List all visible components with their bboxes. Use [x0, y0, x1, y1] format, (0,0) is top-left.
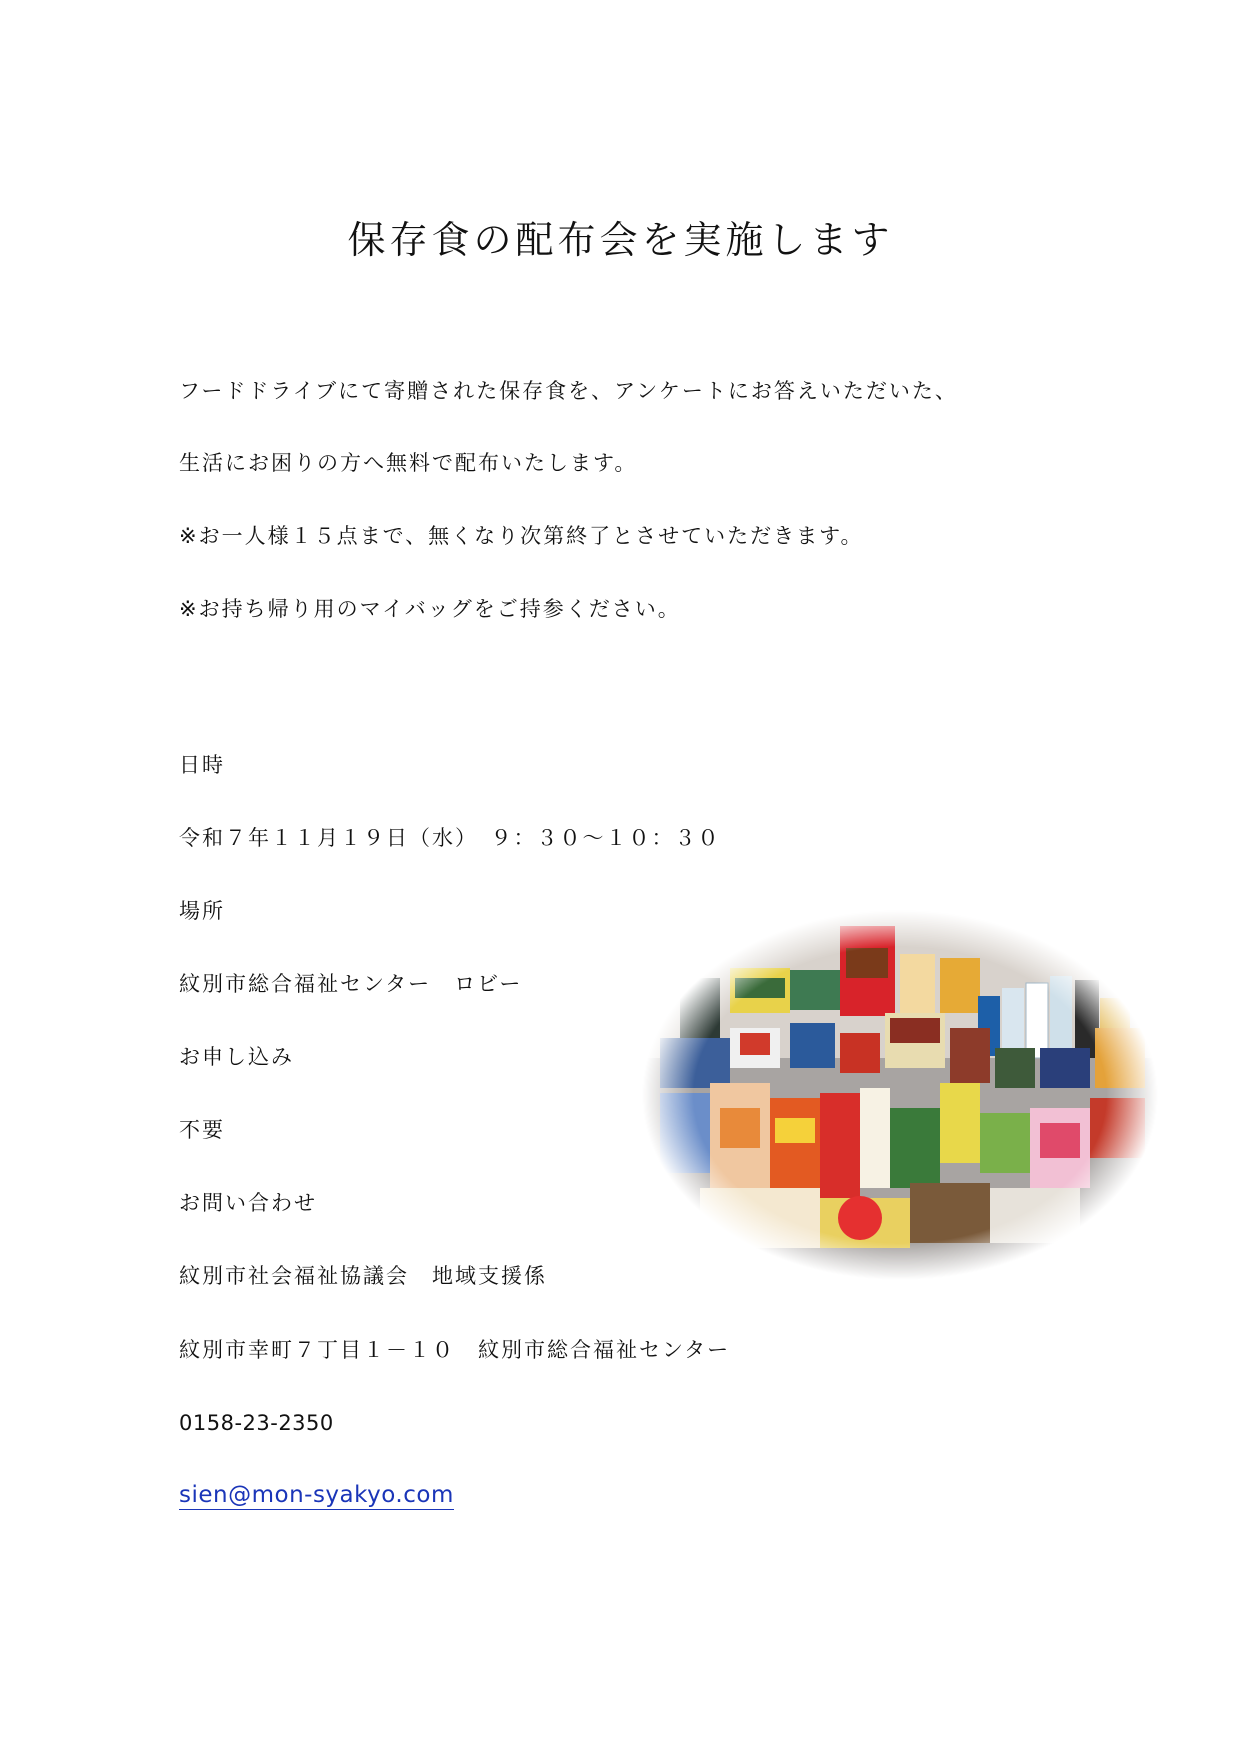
- intro-note-limit: ※お一人様１５点まで、無くなり次第終了とさせていただきます。: [179, 524, 864, 548]
- contact-address: 紋別市幸町７丁目１－１０ 紋別市総合福祉センター: [179, 1338, 731, 1362]
- datetime-value: 令和７年１１月１９日（水） ９：３０～１０：３０: [179, 826, 721, 850]
- page-title: 保存食の配布会を実施します: [347, 218, 894, 262]
- place-label: 場所: [179, 899, 225, 923]
- preserved-food-photo: [640, 908, 1160, 1282]
- intro-line-2: 生活にお困りの方へ無料で配布いたします。: [179, 451, 638, 475]
- contact-phone: 0158-23-2350: [179, 1411, 334, 1435]
- intro-note-bag: ※お持ち帰り用のマイバッグをご持参ください。: [179, 597, 681, 621]
- contact-organization: 紋別市社会福祉協議会 地域支援係: [179, 1264, 547, 1288]
- contact-label: お問い合わせ: [179, 1191, 317, 1215]
- intro-line-1: フードドライブにて寄贈された保存食を、アンケートにお答えいただいた、: [179, 379, 958, 403]
- application-value: 不要: [179, 1118, 225, 1142]
- datetime-label: 日時: [179, 753, 225, 777]
- contact-email-link[interactable]: sien@mon-syakyo.com: [179, 1482, 454, 1508]
- place-value: 紋別市総合福祉センター ロビー: [179, 972, 523, 996]
- application-label: お申し込み: [179, 1045, 294, 1069]
